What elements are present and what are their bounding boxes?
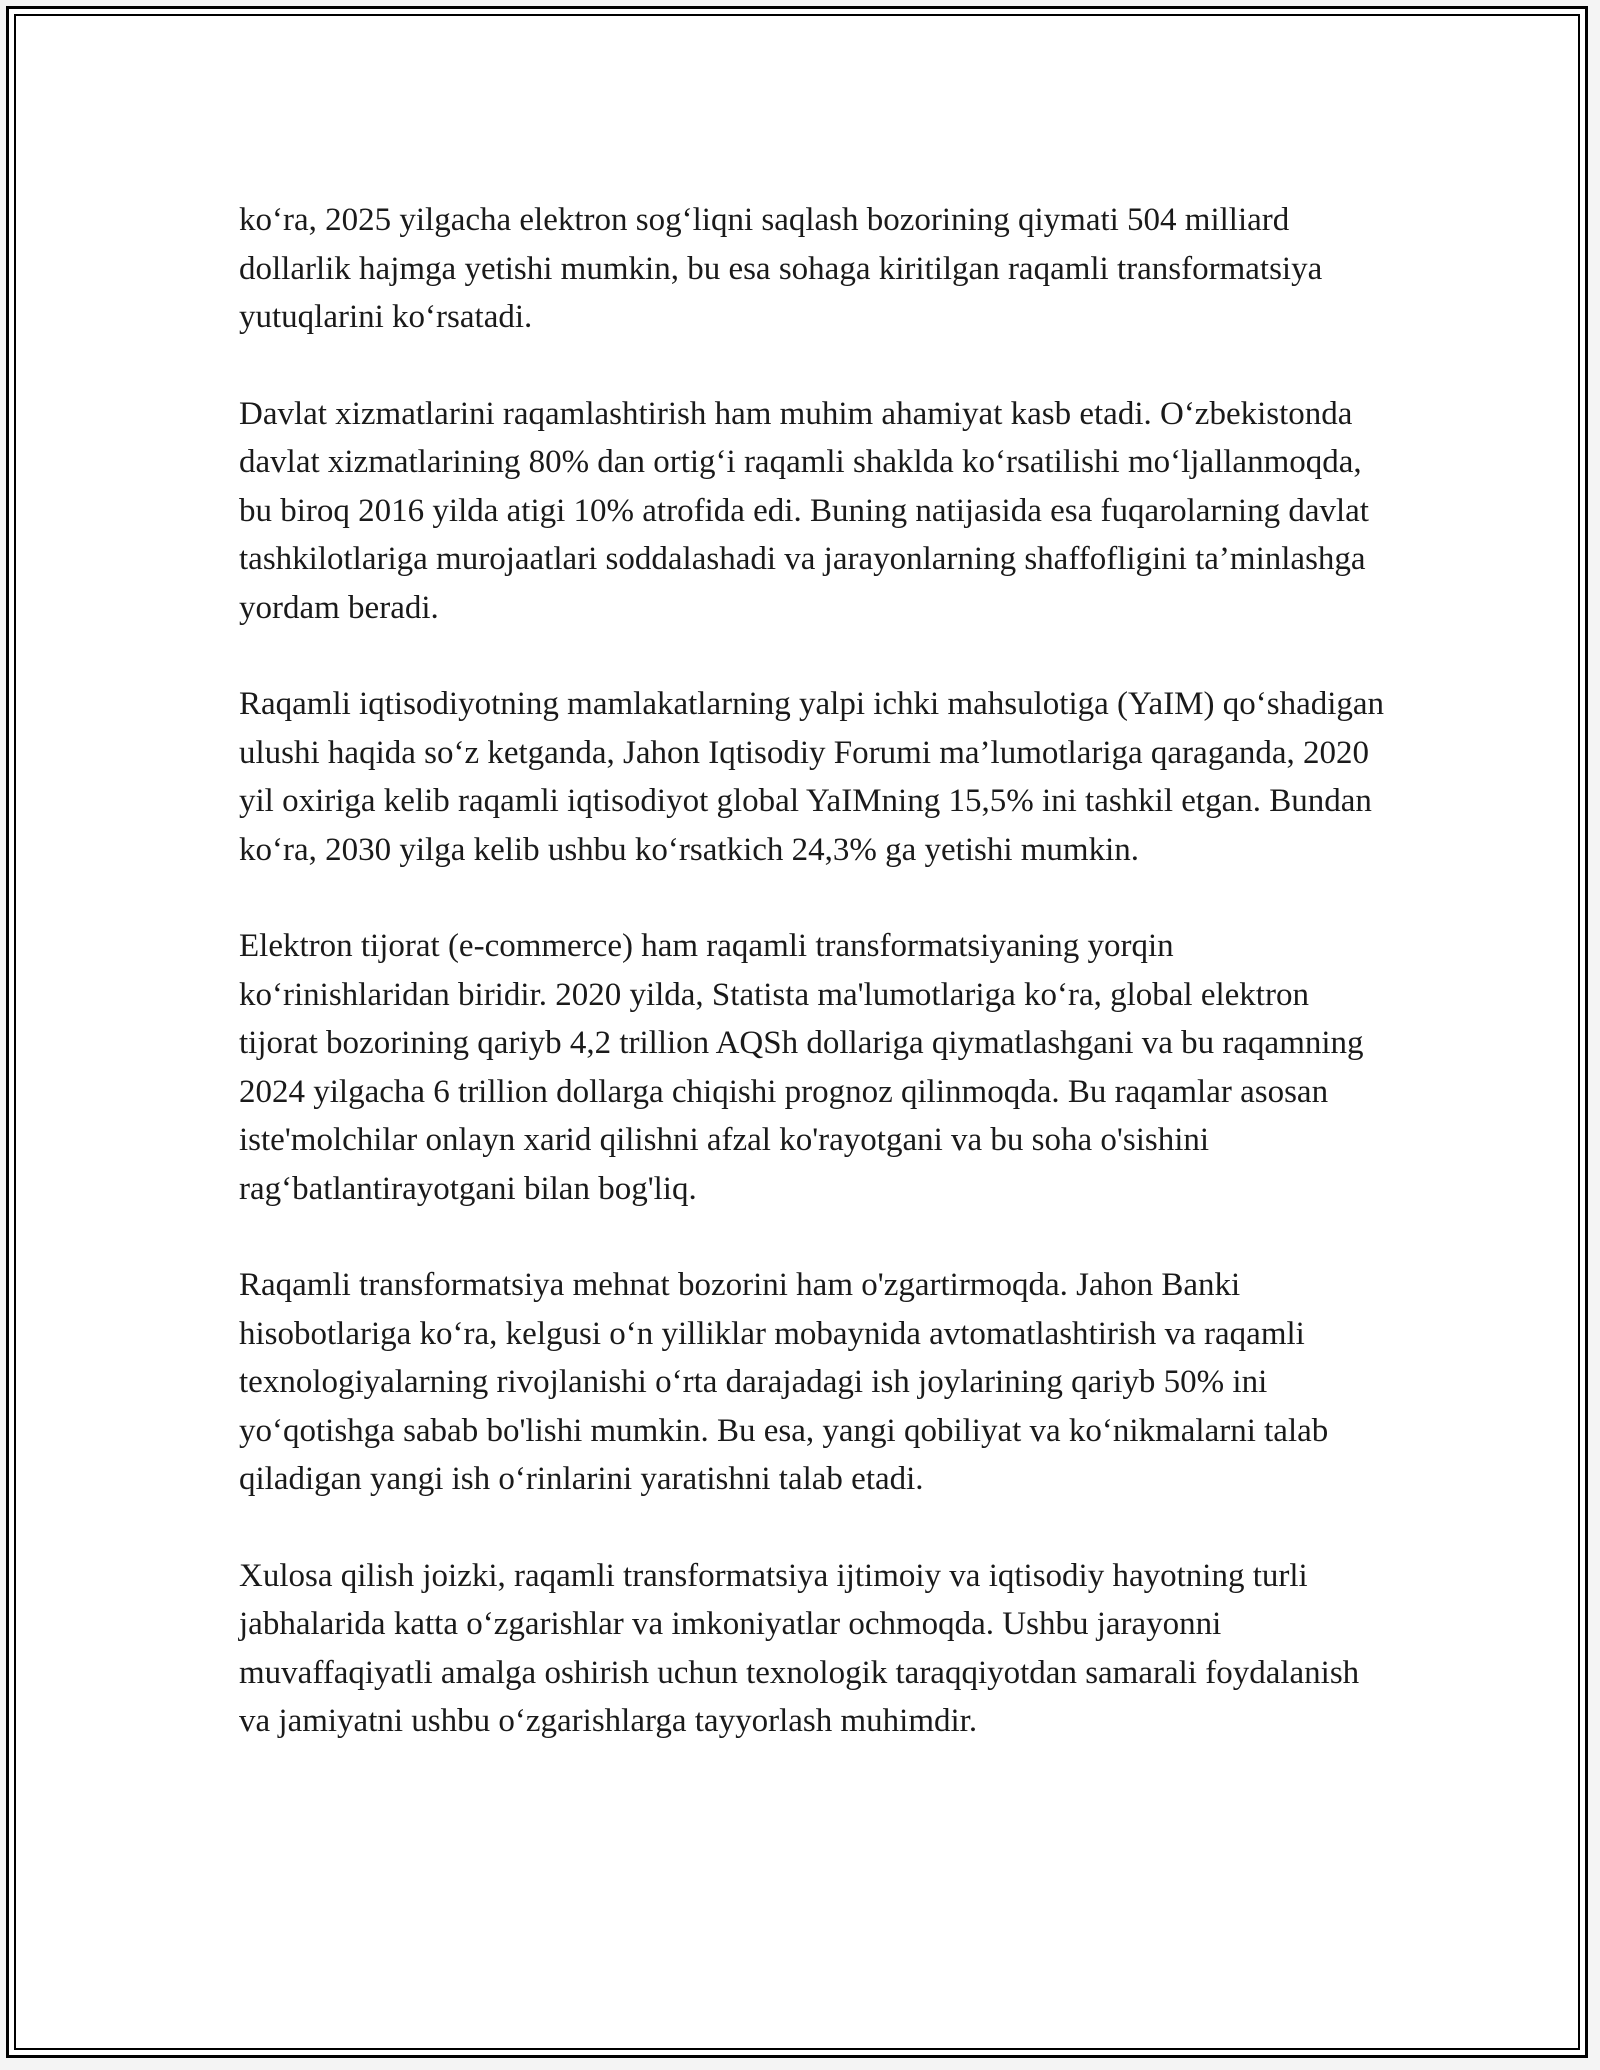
- paragraph: Raqamli transformatsiya mehnat bozorini ham o'zgartirmoqda. Jahon Banki hisobotlariga ko‘ra, kelgusi o‘n yilliklar mobaynida avtomatlashtirish va raqamli texnologiyalarning rivojlanishi o‘rta darajadagi ish joylarining qariyb 50% ini yo‘qotishga sabab bo'lishi mumkin. Bu esa, yangi qobiliyat va ko‘nikmalarni talab qiladigan yangi ish o‘rinlarini yaratishni talab etadi.: [239, 1267, 1329, 1497]
- document-body: [239, 196, 1389, 1746]
- paragraph: ko‘ra, 2025 yilgacha elektron sog‘liqni saqlash bozorining qiymati 504 milliard dollarlik hajmga yetishi mumkin, bu esa sohaga kiritilgan raqamli transformatsiya yutuqlarini ko‘rsatadi.: [239, 202, 1323, 335]
- document-page: [6, 6, 1588, 2058]
- paragraph: Davlat xizmatlarini raqamlashtirish ham muhim ahamiyat kasb etadi. O‘zbekistonda davlat xizmatlarining 80% dan ortig‘i raqamli shaklda ko‘rsatilishi mo‘ljallanmoqda, bu biroq 2016 yilda atigi 10% atrofida edi. Buning natijasida esa fuqarolarning davlat tashkilotlariga murojaatlari soddalashadi va jarayonlarning shaffofligini ta’minlashga yordam beradi.: [239, 395, 1369, 626]
- paragraph: Elektron tijorat (e-commerce) ham raqamli transformatsiyaning yorqin ko‘rinishlaridan biridir. 2020 yilda, Statista ma'lumotlariga ko‘ra, global elektron tijorat bozorining qariyb 4,2 trillion AQSh dollariga qiymatlashgani va bu raqamning 2024 yilgacha 6 trillion dollarga chiqishi prognoz qilinmoqda. Bu raqamlar asosan iste'molchilar onlayn xarid qilishni afzal ko'rayotgani va bu soha o'sishini rag‘batlantirayotgani bilan bog'liq.: [239, 928, 1364, 1207]
- paragraph: Xulosa qilish joizki, raqamli transformatsiya ijtimoiy va iqtisodiy hayotning turli jabhalarida katta o‘zgarishlar va imkoniyatlar ochmoqda. Ushbu jarayonni muvaffaqiyatli amalga oshirish uchun texnologik taraqqiyotdan samarali foydalanish va jamiyatni ushbu o‘zgarishlarga tayyorlash muhimdir.: [239, 1557, 1360, 1739]
- paragraph: Raqamli iqtisodiyotning mamlakatlarning yalpi ichki mahsulotiga (YaIM) qo‘shadigan ulushi haqida so‘z ketganda, Jahon Iqtisodiy Forumi ma’lumotlariga qaraganda, 2020 yil oxiriga kelib raqamli iqtisodiyot global YaIMning 15,5% ini tashkil etgan. Bundan ko‘ra, 2030 yilga kelib ushbu ko‘rsatkich 24,3% ga yetishi mumkin.: [239, 686, 1385, 868]
